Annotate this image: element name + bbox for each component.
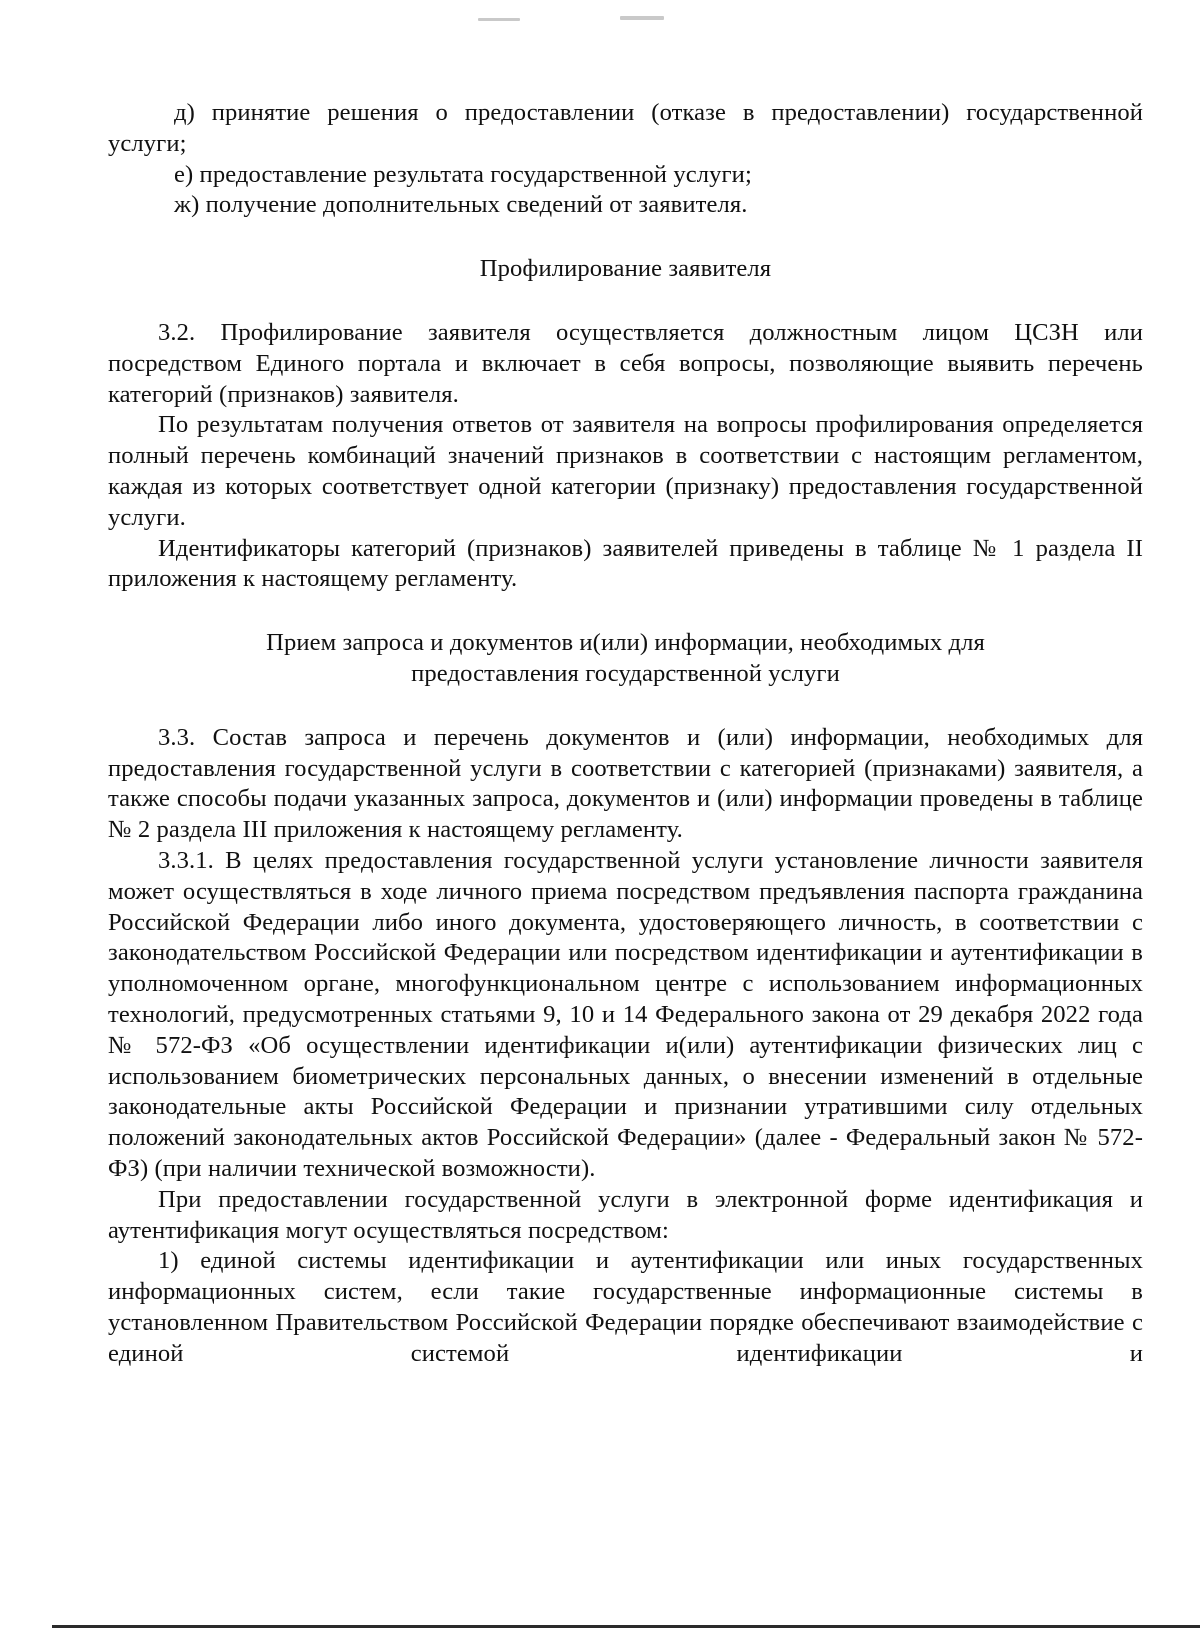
list-item-zh: ж) получение дополнительных сведений от заявителя. (174, 191, 748, 219)
list-item-d: д) принятие решения о предоставлении (отказе в предоставлении) государственной услуги; (108, 99, 1143, 157)
section-heading-reception-line-1: Прием запроса и документов и(или) информации, необходимых для (266, 629, 985, 657)
paragraph-identifiers: Идентификаторы категорий (признаков) заявителей приведены в таблице № 1 раздела II приложения к настоящему регламенту. (108, 534, 1143, 593)
spacer (108, 595, 1143, 628)
spacer (108, 285, 1143, 318)
spacer (108, 690, 1143, 723)
paragraph-3-3: 3.3. Состав запроса и перечень документов и (или) информации, необходимых для предоставления государственной услуги в соответствии с категорией (признаками) заявителя, а также способы подачи указанных запроса, документов и (или) информации проведены в таблице № 2 раздела III приложения к настоящему регламенту. (108, 723, 1143, 844)
document-page (108, 98, 1143, 1369)
paragraph-item-1: 1) единой системы идентификации и аутентификации или иных государственных информационных систем, если такие государственные информационные системы в установленном Правительством Российской Федерации порядке обеспечивают взаимодействие с единой системой идентификации и (108, 1247, 1143, 1367)
paragraph-profiling-results: По результатам получения ответов от заявителя на вопросы профилирования определяется полный перечень комбинаций значений признаков в соответствии с настоящим регламентом, каждая из которых соответствует одной категории (признаку) предоставления государственной услуги. (108, 411, 1143, 531)
scan-artifact (620, 16, 664, 20)
paragraph-electronic-form: При предоставлении государственной услуги в электронной форме идентификация и аутентификация могут осуществляться посредством: (108, 1185, 1143, 1244)
scan-edge-line (52, 1625, 1200, 1628)
paragraph-3-3-1: 3.3.1. В целях предоставления государственной услуги установление личности заявителя может осуществляться в ходе личного приема посредством предъявления паспорта гражданина Российской Федерации либо иного документа, удостоверяющего личность, в соответствии с законодательством Российской Федерации или посредством идентификации и аутентификации в уполномоченном органе, многофункциональном центре с использованием информационных технологий, предусмотренных статьями 9, 10 и 14 Федерального закона от 29 декабря 2022 года № 572-ФЗ «Об осуществлении идентификации и(или) аутентификации физических лиц с использованием биометрических персональных данных, о внесении изменений в отдельные законодательные акты Российской Федерации и признании утратившими силу отдельных положений законодательных актов Российской Федерации» (далее - Федеральный закон № 572-ФЗ) (при наличии технической возможности). (108, 846, 1143, 1182)
section-heading-reception-line-2: предоставления государственной услуги (411, 659, 840, 687)
scan-artifact (478, 18, 520, 21)
spacer (108, 221, 1143, 254)
list-item-e: е) предоставление результата государственной услуги; (174, 160, 752, 188)
section-heading-profiling: Профилирование заявителя (479, 255, 772, 283)
paragraph-3-2: 3.2. Профилирование заявителя осуществляется должностным лицом ЦСЗН или посредством Единого портала и включает в себя вопросы, позволяющие выявить перечень категорий (признаков) заявителя. (108, 318, 1143, 408)
